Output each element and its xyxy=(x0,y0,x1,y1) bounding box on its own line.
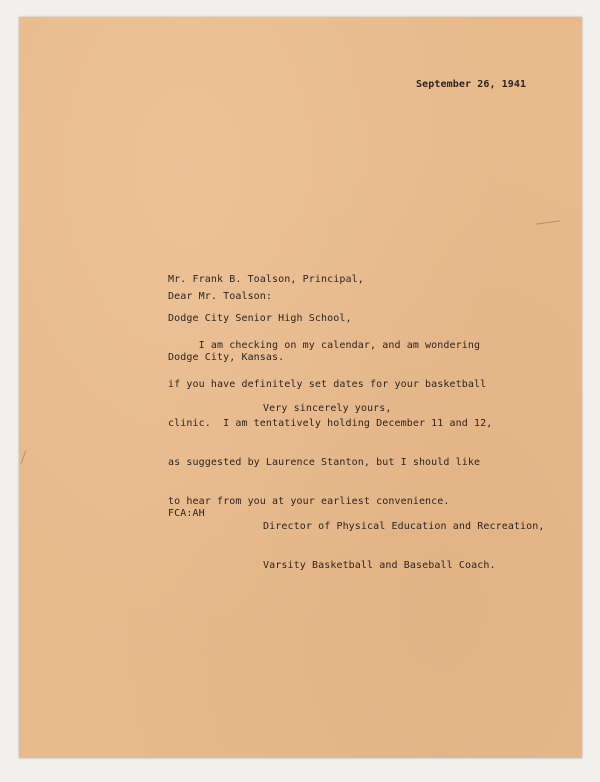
signature-title xyxy=(263,494,545,598)
salutation: Dear Mr. Toalson: xyxy=(168,291,273,302)
address-line: Dodge City Senior High School, xyxy=(168,313,352,324)
paper-scratch-mark xyxy=(21,450,27,463)
body-line: if you have definitely set dates for your basketball xyxy=(168,379,487,390)
body-line: to hear from you at your earliest convenience. xyxy=(168,496,450,507)
address-line: Dodge City, Kansas. xyxy=(168,352,285,363)
complimentary-closing: Very sincerely yours, xyxy=(263,403,392,414)
paper-scratch-mark xyxy=(536,220,560,224)
letter-page xyxy=(19,17,582,758)
body-line: clinic. I am tentatively holding December 11 and 12, xyxy=(168,418,493,429)
reference-initials: FCA:AH xyxy=(168,508,205,519)
body-line: as suggested by Laurence Stanton, but I should like xyxy=(168,457,481,468)
signature-line: Varsity Basketball and Baseball Coach. xyxy=(263,560,496,571)
body-line: I am checking on my calendar, and am wondering xyxy=(168,340,481,351)
address-line: Mr. Frank B. Toalson, Principal, xyxy=(168,274,364,285)
letter-date: September 26, 1941 xyxy=(416,79,527,90)
signature-line: Director of Physical Education and Recreation, xyxy=(263,521,545,532)
